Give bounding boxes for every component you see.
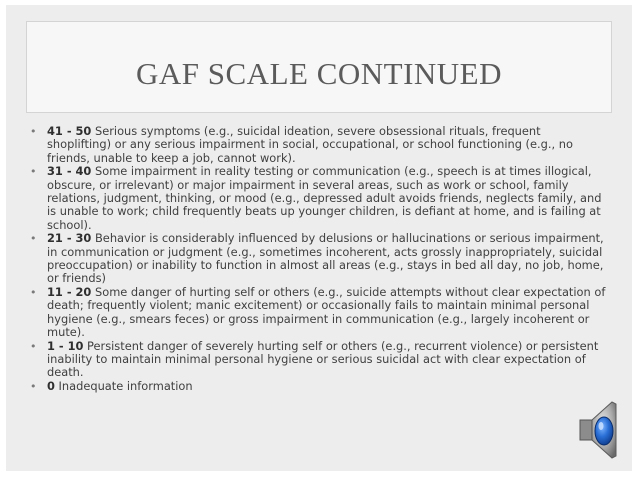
bullet-icon: • (30, 165, 37, 179)
list-item (28, 340, 608, 380)
list-item (28, 286, 608, 340)
bullet-icon: • (30, 379, 37, 393)
item-text: Inadequate information (54, 378, 193, 393)
bullet-icon: • (30, 125, 37, 138)
speaker-icon[interactable] (572, 398, 630, 462)
title-box (26, 21, 612, 113)
slide-title: GAF SCALE CONTINUED (136, 56, 502, 91)
score-range: 0 (47, 378, 55, 393)
list-item (28, 165, 608, 232)
slide (6, 5, 632, 471)
score-range: 41 - 50 (47, 124, 92, 138)
item-text: Some danger of hurting self or others (e.g., suicide attempts without clear expectation of death; frequently violent; manic excitement) or occasionally fails to maintain minimal personal hygiene (e.g., smears feces) or gross impairment in communication (e.g., largely incoherent or mute). (47, 284, 606, 340)
item-text: Persistent danger of severely hurting self or others (e.g., recurrent violence) or persistent inability to maintain minimal personal hygiene or serious suicidal act with clear expectation of death. (47, 338, 599, 380)
item-text: Serious symptoms (e.g., suicidal ideation, severe obsessional rituals, frequent shoplifting) or any serious impairment in social, occupational, or school functioning (e.g., no friends, unable to keep a job, cannot work). (47, 124, 573, 165)
item-text: Some impairment in reality testing or communication (e.g., speech is at times illogical, obscure, or irrelevant) or major impairment in several areas, such as work or school, family relations, judgment, thinking, or mood (e.g., depressed adult avoids friends, neglects family, and is unable to work; child frequently beats up younger children, is defiant at home, and is failing at school). (47, 164, 602, 232)
list-item (28, 380, 608, 393)
bullet-list (28, 125, 608, 393)
item-text: Behavior is considerably influenced by delusions or hallucinations or serious impairment, in communication or judgment (e.g., sometimes incoherent, acts grossly inappropriately, suicidal preoccupation) or inability to function in almost all areas (e.g., stays in bed all day, no job, home, or friends) (47, 231, 604, 286)
bullet-icon: • (30, 339, 37, 353)
score-range: 1 - 10 (47, 338, 84, 353)
score-range: 21 - 30 (47, 231, 92, 246)
list-item (28, 232, 608, 286)
score-range: 11 - 20 (47, 284, 92, 299)
score-range: 31 - 40 (47, 164, 92, 179)
bullet-icon: • (30, 285, 37, 299)
list-item (28, 125, 608, 165)
bullet-icon: • (30, 232, 37, 246)
